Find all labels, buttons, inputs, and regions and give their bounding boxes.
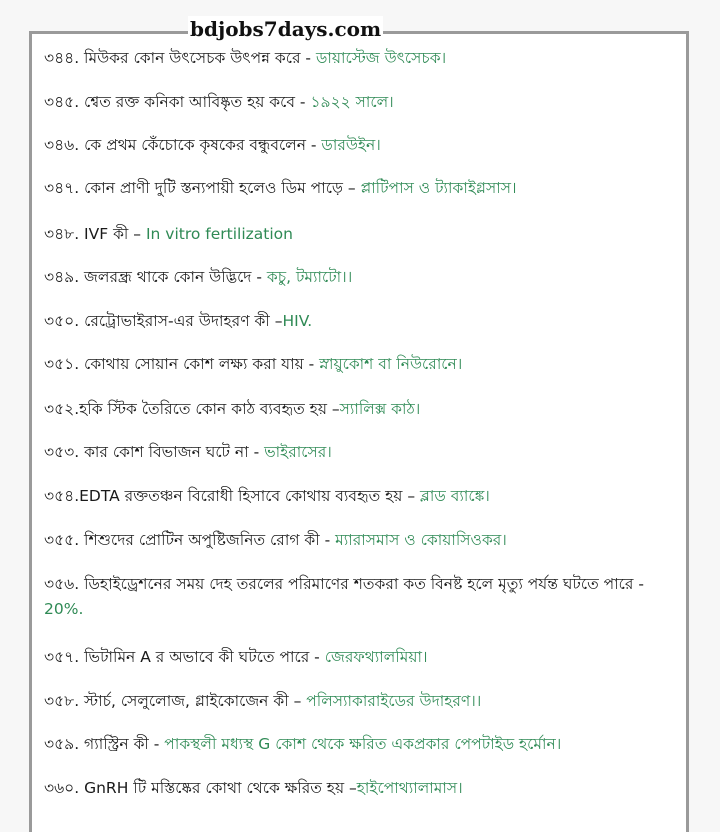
answer-text: 20%. (44, 600, 84, 618)
item-number: ৩৫৫. (44, 531, 80, 549)
answer-text: ব্লাড ব্যাঙ্কে। (415, 487, 490, 505)
answer-text: স্নায়ুকোশ বা নিউরোনে। (314, 355, 463, 373)
question-text: মিউকর কোন উৎসেচক উৎপন্ন করে - (79, 49, 312, 67)
question-text: কার কোশ বিভাজন ঘটে না - (79, 443, 260, 461)
answer-text: ভাইরাসের। (259, 443, 332, 461)
qa-item-345 (44, 90, 678, 115)
qa-item-348 (44, 222, 678, 247)
answer-text: In vitro fertilization (141, 225, 293, 243)
question-text: গ্যাস্ট্রিন কী - (79, 735, 160, 753)
item-number: ৩৪৯. (44, 268, 80, 286)
question-text: শ্বেত রক্ত কনিকা আবিষ্কৃত হয় কবে - (79, 93, 306, 111)
document-page (29, 31, 689, 832)
answer-text: স্যালিক্স কাঠ। (339, 400, 421, 418)
question-text: EDTA রক্ততঞ্চন বিরোধী হিসাবে কোথায় ব্যবহৃত হয় – (79, 487, 416, 505)
question-text: কোন প্রাণী দুটি স্তন্যপায়ী হলেও ডিম পাড়ে – (79, 179, 356, 197)
qa-item-358 (44, 689, 678, 714)
question-text: কে প্রথম কেঁচোকে কৃষকের বন্ধুবলেন - (79, 136, 317, 154)
question-text: হকি স্টিক তৈরিতে কোন কাঠ ব্যবহৃত হয় – (79, 400, 340, 418)
item-number: ৩৫৪. (44, 487, 80, 505)
answer-text: পাকস্থলী মধ্যস্থ G কোশ থেকে ক্ষরিত একপ্রকার পেপটাইড হর্মোন। (159, 735, 562, 753)
answer-text: প্লাটিপাস ও ট্যাকাইগ্লসাস। (355, 179, 517, 197)
item-number: ৩৫৬. (44, 575, 80, 593)
question-text: স্টার্চ, সেলুলোজ, গ্লাইকোজেন কী – (79, 692, 302, 710)
qa-item-353 (44, 440, 678, 465)
qa-item-359 (44, 732, 678, 757)
question-text: GnRH টি মস্তিষ্কের কোথা থেকে ক্ষরিত হয় – (79, 779, 357, 797)
site-watermark: bdjobs7days.com (190, 17, 382, 41)
item-number: ৩৫০. (44, 312, 80, 330)
question-text: জলরন্ধ্র থাকে কোন উদ্ভিদে - (79, 268, 262, 286)
qa-item-346 (44, 133, 678, 158)
item-number: ৩৪৬. (44, 136, 80, 154)
item-number: ৩৪৫. (44, 93, 80, 111)
qa-item-355 (44, 528, 678, 553)
answer-text: কচু, টম্যাটো।। (261, 268, 353, 286)
item-number: ৩৫২. (44, 400, 80, 418)
qa-item-349 (44, 265, 678, 290)
qa-item-347 (44, 176, 678, 201)
qa-item-360 (44, 776, 678, 801)
item-number: ৩৫৩. (44, 443, 80, 461)
qa-item-354 (44, 484, 678, 509)
item-number: ৩৪৪. (44, 49, 80, 67)
item-number: ৩৪৭. (44, 179, 80, 197)
item-number: ৩৫৮. (44, 692, 80, 710)
answer-text: ম্যারাসমাস ও কোয়াসিওকর। (330, 531, 507, 549)
item-number: ৩৬০. (44, 779, 80, 797)
answer-text: ডারউইন। (316, 136, 381, 154)
item-number: ৩৫৯. (44, 735, 80, 753)
question-text: ডিহাইড্রেশনের সময় দেহ তরলের পরিমাণের শতকরা কত বিনষ্ট হলে মৃত্যু পর্যন্ত ঘটতে পারে - (79, 575, 644, 593)
qa-item-350 (44, 309, 678, 334)
question-text: ভিটামিন A র অভাবে কী ঘটতে পারে - (79, 648, 320, 666)
item-number: ৩৫১. (44, 355, 80, 373)
answer-text: পলিস্যাকারাইডের উদাহরণ।। (301, 692, 482, 710)
question-text: কোথায় সোয়ান কোশ লক্ষ্য করা যায় - (79, 355, 315, 373)
answer-text: ডায়াস্টেজ উৎসেচক। (311, 49, 447, 67)
question-text: IVF কী – (79, 225, 142, 243)
item-number: ৩৪৮. (44, 225, 80, 243)
answer-text: জেরফথ্যালমিয়া। (319, 648, 428, 666)
answer-text: ১৯২২ সালে। (305, 93, 394, 111)
item-number: ৩৫৭. (44, 648, 80, 666)
answer-text: হাইপোথ্যালামাস। (356, 779, 463, 797)
qa-item-352 (44, 397, 678, 422)
answer-text: HIV. (282, 312, 313, 330)
qa-item-344 (44, 46, 678, 71)
qa-item-356 (44, 572, 678, 622)
qa-item-351 (44, 352, 678, 377)
qa-item-357 (44, 645, 678, 670)
question-text: শিশুদের প্রোটিন অপুষ্টিজনিত রোগ কী - (79, 531, 331, 549)
question-text: রেট্রোভাইরাস-এর উদাহরণ কী – (79, 312, 283, 330)
